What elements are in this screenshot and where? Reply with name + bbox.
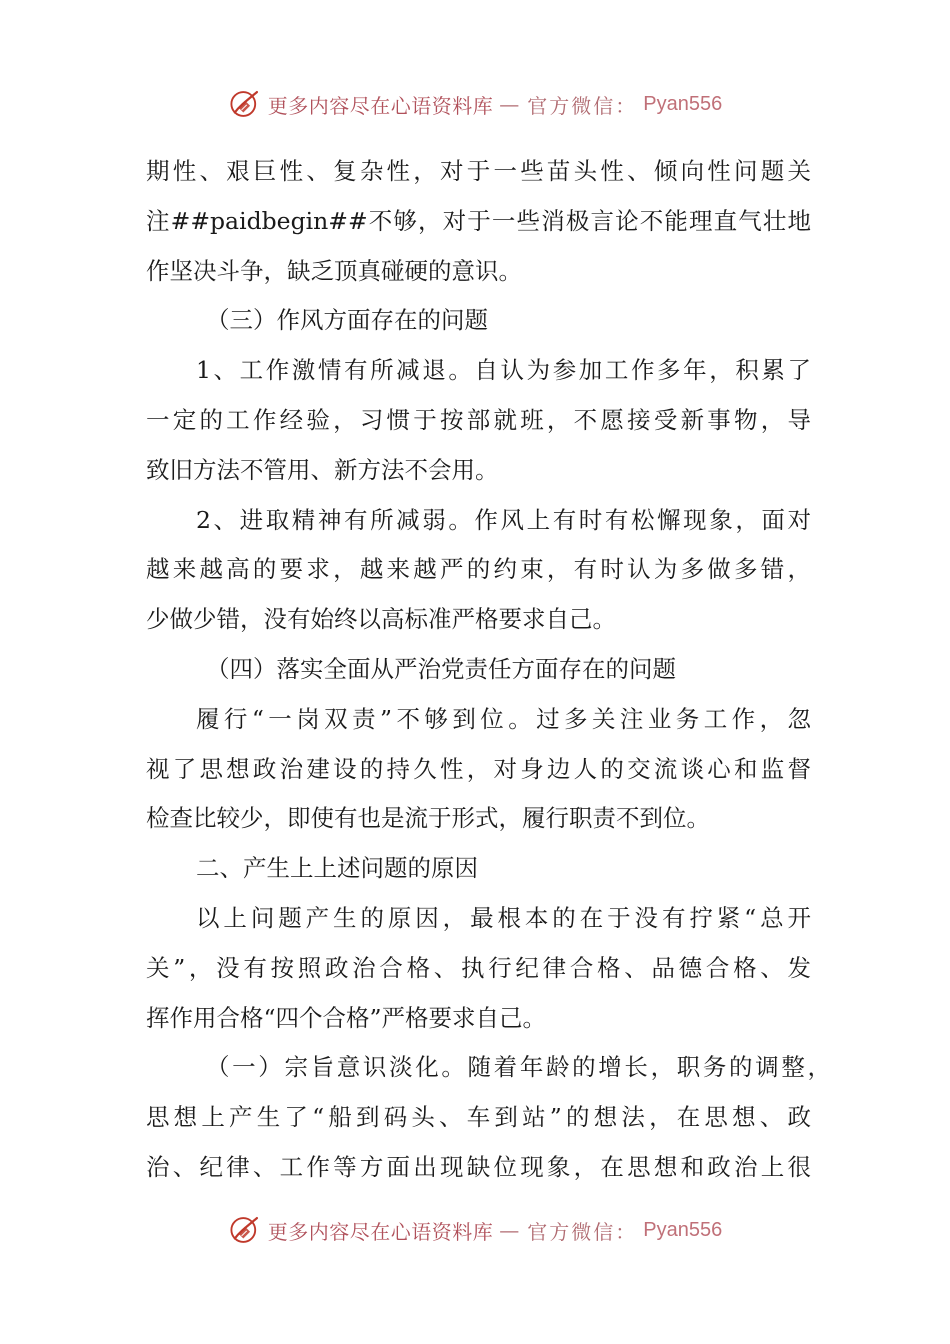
section-heading: （三）作风方面存在的问题 <box>206 306 488 335</box>
body-line: 一定的工作经验，习惯于按部就班，不愿接受新事物，导 <box>146 405 811 434</box>
body-line: 以上问题产生的原因，最根本的在于没有拧紧“总开 <box>196 903 811 932</box>
body-line: 关”，没有按照政治合格、执行纪律合格、品德合格、发 <box>146 953 811 982</box>
body-line: 少做少错，没有始终以高标准严格要求自己。 <box>146 605 616 634</box>
footer-brand-text: 更多内容尽在心语资料库 <box>267 1219 494 1244</box>
header-banner <box>0 84 950 124</box>
footer-dash: — <box>499 1218 522 1242</box>
body-line: 挥作用合格“四个合格”严格要求自己。 <box>146 1003 547 1032</box>
body-line: 2、进取精神有所减弱。作风上有时有松懈现象，面对 <box>196 505 811 534</box>
body-line: 注##paidbegin##不够，对于一些消极言论不能理直气壮地 <box>146 206 811 235</box>
header-wechat-label: 官方微信： <box>527 93 638 118</box>
header-dash: — <box>499 92 522 116</box>
body-line: 治、纪律、工作等方面出现缺位现象，在思想和政治上很 <box>146 1152 811 1181</box>
body-line: 1、工作激情有所减退。自认为参加工作多年，积累了 <box>196 356 811 385</box>
body-line: 致旧方法不管用、新方法不会用。 <box>146 455 499 484</box>
body-line: 思想上产生了“船到码头、车到站”的想法，在思想、政 <box>146 1103 811 1132</box>
footer-banner <box>0 1210 950 1250</box>
body-line: （一）宗旨意识淡化。随着年龄的增长，职务的调整， <box>206 1053 831 1082</box>
body-line: 检查比较少，即使有也是流于形式，履行职责不到位。 <box>146 804 710 833</box>
body-line: 作坚决斗争，缺乏顶真碰硬的意识。 <box>146 256 522 285</box>
body-line: 履行“一岗双责”不够到位。过多关注业务工作，忽 <box>196 704 811 733</box>
document-body <box>146 147 831 1193</box>
header-brand-text: 更多内容尽在心语资料库 <box>267 93 494 118</box>
pen-logo-icon <box>228 1213 262 1247</box>
pen-logo-icon <box>228 87 262 121</box>
footer-wechat-handle: Pyan556 <box>643 1218 723 1241</box>
section-heading: （四）落实全面从严治党责任方面存在的问题 <box>206 654 676 683</box>
section-heading: 二、产生上上述问题的原因 <box>196 854 478 883</box>
body-line: 期性、艰巨性、复杂性，对于一些苗头性、倾向性问题关 <box>146 157 811 185</box>
body-line: 视了思想政治建设的持久性，对身边人的交流谈心和监督 <box>146 754 811 783</box>
footer-wechat-label: 官方微信： <box>527 1219 638 1244</box>
body-line: 越来越高的要求，越来越严的约束，有时认为多做多错， <box>146 555 811 584</box>
header-wechat-handle: Pyan556 <box>643 92 723 115</box>
